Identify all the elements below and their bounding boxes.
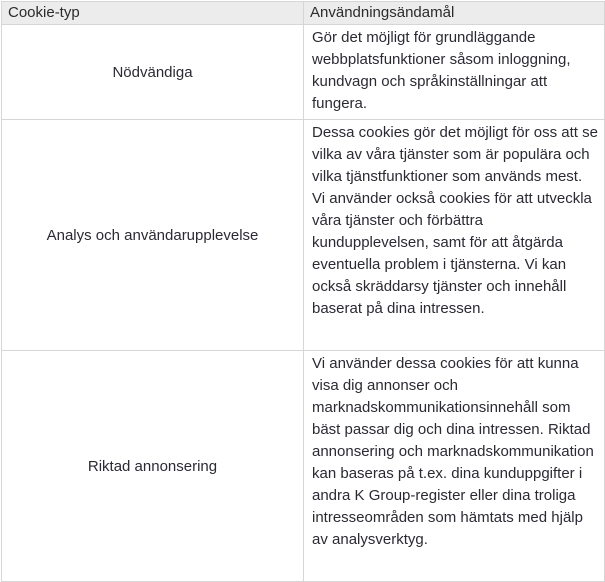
purpose-cell xyxy=(304,351,605,582)
purpose-text: Dessa cookies gör det möjligt för oss att se vilka av våra tjänster som är populära och vilka tjänstfunktioner som används mest. Vi använder också cookies för att utveckla våra tjänster och förbättra kundupplevelsen, samt för att åtgärda eventuella problem i tjänsterna. Vi kan också skräddarsy tjänster och innehåll baserat på dina intressen. xyxy=(312,124,598,317)
header-row xyxy=(2,2,605,25)
cookie-type-cell: Riktad annonsering xyxy=(2,351,304,582)
purpose-text: Vi använder dessa cookies för att kunna visa dig annonser och marknadskommunikationsinnehåll som bäst passar dig och dina intressen. Riktad annonsering och marknadskommunikation kan baseras på t.ex. dina kunduppgifter i andra K Group-register eller dina troliga intresseområden som hämtats med hjälp av analysverktyg. xyxy=(312,355,594,548)
cookie-type-cell: Nödvändiga xyxy=(2,25,304,120)
cookie-type-cell: Analys och användarupplevelse xyxy=(2,120,304,351)
table-row xyxy=(2,25,605,120)
header-cookie-type: Cookie-typ xyxy=(2,2,304,25)
table-body xyxy=(2,25,605,582)
header-purpose: Användningsändamål xyxy=(304,2,605,25)
table-header xyxy=(2,2,605,25)
purpose-cell xyxy=(304,120,605,351)
cookie-table xyxy=(1,1,605,582)
purpose-text: Gör det möjligt för grundläggande webbplatsfunktioner såsom inloggning, kundvagn och språkinställningar att fungera. xyxy=(312,29,571,112)
table-row xyxy=(2,120,605,351)
purpose-cell xyxy=(304,25,605,120)
table-row xyxy=(2,351,605,582)
